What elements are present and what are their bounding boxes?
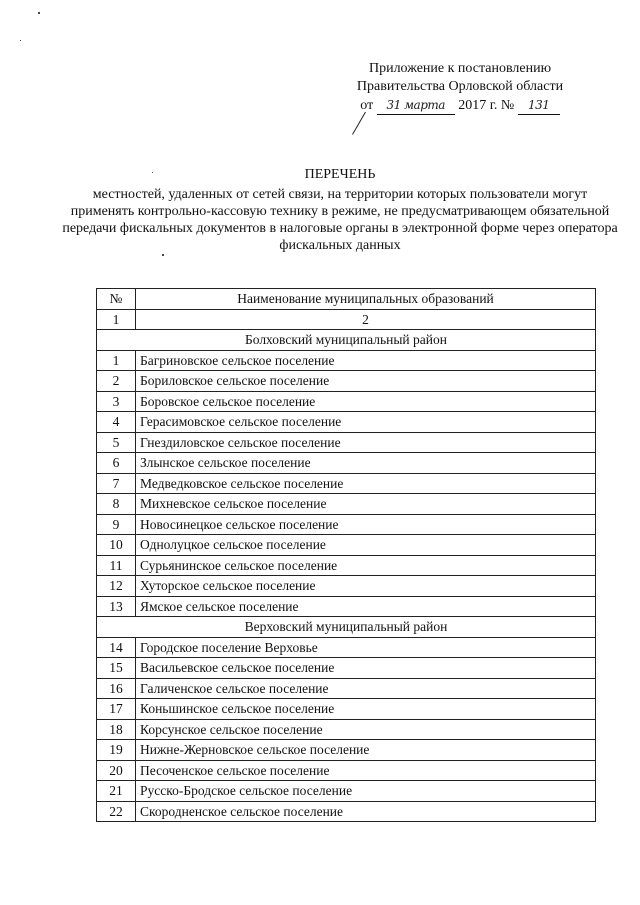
municipality-name: Песоченское сельское поселение xyxy=(136,760,596,781)
table-row xyxy=(97,719,596,740)
date-prefix: от xyxy=(360,98,374,113)
municipality-name: Васильевское сельское поселение xyxy=(136,658,596,679)
municipality-name: Ямское сельское поселение xyxy=(136,596,596,617)
municipality-name: Корсунское сельское поселение xyxy=(136,719,596,740)
table-row xyxy=(97,412,596,433)
document-description: местностей, удаленных от сетей связи, на территории которых пользователи могут применять контрольно-кассовую технику в режиме, не предусматривающем обязательной передачи фискальных документов в налоговые органы в электронной форме через оператора фискальных данных xyxy=(62,187,618,253)
scan-speck xyxy=(162,254,164,256)
municipality-name: Однолуцкое сельское поселение xyxy=(136,535,596,556)
row-number: 2 xyxy=(97,371,136,392)
appendix-date-line xyxy=(330,96,590,115)
row-number: 21 xyxy=(97,781,136,802)
municipality-name: Герасимовское сельское поселение xyxy=(136,412,596,433)
table-row xyxy=(97,801,596,822)
handwritten-date: 31 марта xyxy=(377,96,455,115)
municipality-name: Скородненское сельское поселение xyxy=(136,801,596,822)
table-row xyxy=(97,453,596,474)
row-number: 13 xyxy=(97,596,136,617)
table-row xyxy=(97,432,596,453)
municipality-name: Хуторское сельское поселение xyxy=(136,576,596,597)
column-number-1: 1 xyxy=(97,309,136,330)
row-number: 16 xyxy=(97,678,136,699)
row-number: 15 xyxy=(97,658,136,679)
row-number: 22 xyxy=(97,801,136,822)
municipality-name: Новосинецкое сельское поселение xyxy=(136,514,596,535)
row-number: 5 xyxy=(97,432,136,453)
table-row xyxy=(97,781,596,802)
table-row xyxy=(97,637,596,658)
district-name: Болховский муниципальный район xyxy=(97,330,596,351)
district-row xyxy=(97,330,596,351)
column-numbers-row xyxy=(97,309,596,330)
municipality-name: Галиченское сельское поселение xyxy=(136,678,596,699)
table-row xyxy=(97,350,596,371)
appendix-line-1: Приложение к постановлению xyxy=(368,61,552,76)
municipality-name: Городское поселение Верховье xyxy=(136,637,596,658)
municipality-name: Нижне-Жерновское сельское поселение xyxy=(136,740,596,761)
date-year: 2017 г. № xyxy=(458,98,515,113)
table-row xyxy=(97,596,596,617)
municipality-name: Медведковское сельское поселение xyxy=(136,473,596,494)
document-title-block xyxy=(60,166,620,254)
header-number: № xyxy=(97,289,136,310)
signature-stroke xyxy=(352,112,366,135)
municipality-name: Гнездиловское сельское поселение xyxy=(136,432,596,453)
table-row xyxy=(97,371,596,392)
row-number: 14 xyxy=(97,637,136,658)
row-number: 6 xyxy=(97,453,136,474)
row-number: 1 xyxy=(97,350,136,371)
table-row xyxy=(97,678,596,699)
table-row xyxy=(97,494,596,515)
document-heading: ПЕРЕЧЕНЬ xyxy=(304,167,376,182)
municipality-name: Русско-Бродское сельское поселение xyxy=(136,781,596,802)
row-number: 4 xyxy=(97,412,136,433)
district-name: Верховский муниципальный район xyxy=(97,617,596,638)
row-number: 19 xyxy=(97,740,136,761)
row-number: 12 xyxy=(97,576,136,597)
table-row xyxy=(97,699,596,720)
row-number: 3 xyxy=(97,391,136,412)
municipality-name: Михневское сельское поселение xyxy=(136,494,596,515)
row-number: 18 xyxy=(97,719,136,740)
municipality-name: Сурьянинское сельское поселение xyxy=(136,555,596,576)
municipality-name: Боровское сельское поселение xyxy=(136,391,596,412)
row-number: 9 xyxy=(97,514,136,535)
table-header-row xyxy=(97,289,596,310)
row-number: 17 xyxy=(97,699,136,720)
scan-speck xyxy=(20,40,21,41)
row-number: 8 xyxy=(97,494,136,515)
scan-speck xyxy=(38,12,40,14)
table-row xyxy=(97,576,596,597)
header-name: Наименование муниципальных образований xyxy=(136,289,596,310)
appendix-header xyxy=(330,60,590,115)
municipality-name: Злынское сельское поселение xyxy=(136,453,596,474)
row-number: 10 xyxy=(97,535,136,556)
municipality-name: Коньшинское сельское поселение xyxy=(136,699,596,720)
district-row xyxy=(97,617,596,638)
table-row xyxy=(97,760,596,781)
table-row xyxy=(97,740,596,761)
table-row xyxy=(97,391,596,412)
table-row xyxy=(97,658,596,679)
row-number: 11 xyxy=(97,555,136,576)
municipalities-table xyxy=(96,288,596,822)
handwritten-number: 131 xyxy=(518,96,560,115)
row-number: 7 xyxy=(97,473,136,494)
table-row xyxy=(97,535,596,556)
appendix-line-2: Правительства Орловской области xyxy=(356,79,564,94)
table-row xyxy=(97,473,596,494)
column-number-2: 2 xyxy=(136,309,596,330)
municipality-name: Бориловское сельское поселение xyxy=(136,371,596,392)
municipality-name: Багриновское сельское поселение xyxy=(136,350,596,371)
table-row xyxy=(97,514,596,535)
row-number: 20 xyxy=(97,760,136,781)
table-row xyxy=(97,555,596,576)
